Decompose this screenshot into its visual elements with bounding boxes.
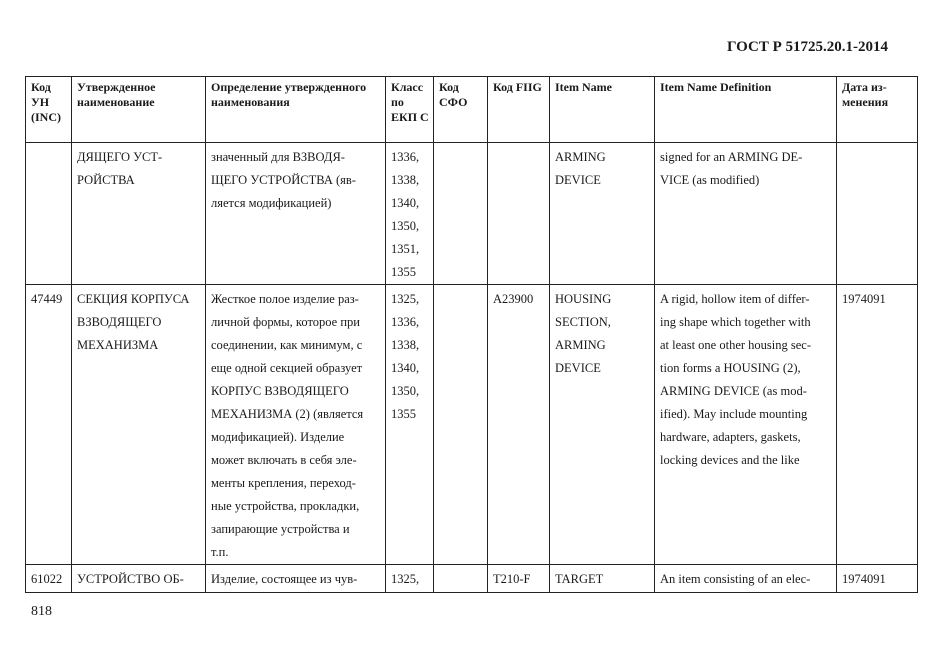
standard-number: ГОСТ Р 51725.20.1-2014 <box>726 39 888 55</box>
cell-item-name: TARGET <box>550 565 655 593</box>
cell-inc: 47449 <box>26 285 72 565</box>
cell-change-date: 1974091 <box>837 565 918 593</box>
cell-fiig: T210-F <box>488 565 550 593</box>
col-header-sfo: Код СФО <box>434 77 488 143</box>
page-number: 818 <box>31 604 52 619</box>
cell-item-name: ARMING DEVICE <box>550 143 655 285</box>
cell-definition: Изделие, состоящее из чув- <box>206 565 386 593</box>
cell-change-date: 1974091 <box>837 285 918 565</box>
cell-item-name-definition: signed for an ARMING DE- VICE (as modified) <box>655 143 837 285</box>
table-row <box>26 285 918 565</box>
cell-sfo <box>434 285 488 565</box>
col-header-inc: Код УН (INC) <box>26 77 72 143</box>
col-header-class: Класс по ЕКП С <box>386 77 434 143</box>
cell-approved-name: ДЯЩЕГО УСТ- РОЙСТВА <box>72 143 206 285</box>
cell-approved-name: УСТРОЙСТВО ОБ- <box>72 565 206 593</box>
col-header-change-date: Дата из- менения <box>837 77 918 143</box>
cell-definition: Жесткое полое изделие раз- личной формы, которое при соединении, как минимум, с еще одной секцией образует КОРПУС ВЗВОДЯЩЕГО МЕХАНИЗМА (2) (является модификацией). Изделие может включать в себя эле- менты крепления, переход- ные устройства, прокладки, запирающие устройства и т.п. <box>206 285 386 565</box>
table-header-row <box>26 77 918 143</box>
cell-sfo <box>434 565 488 593</box>
nomenclature-table <box>25 76 918 593</box>
cell-sfo <box>434 143 488 285</box>
cell-item-name-definition: An item consisting of an elec- <box>655 565 837 593</box>
cell-change-date <box>837 143 918 285</box>
cell-item-name: HOUSING SECTION, ARMING DEVICE <box>550 285 655 565</box>
cell-definition: значенный для ВЗВОДЯ- ЩЕГО УСТРОЙСТВА (яв- ляется модификацией) <box>206 143 386 285</box>
cell-class: 1325, 1336, 1338, 1340, 1350, 1355 <box>386 285 434 565</box>
col-header-definition: Определение утвержденного наименования <box>206 77 386 143</box>
cell-inc <box>26 143 72 285</box>
table-row <box>26 143 918 285</box>
cell-inc: 61022 <box>26 565 72 593</box>
col-header-approved-name: Утвержденное наименование <box>72 77 206 143</box>
cell-class: 1325, <box>386 565 434 593</box>
cell-approved-name: СЕКЦИЯ КОРПУСА ВЗВОДЯЩЕГО МЕХАНИЗМА <box>72 285 206 565</box>
cell-class: 1336, 1338, 1340, 1350, 1351, 1355 <box>386 143 434 285</box>
cell-fiig: A23900 <box>488 285 550 565</box>
table-row <box>26 565 918 593</box>
cell-fiig <box>488 143 550 285</box>
cell-item-name-definition: A rigid, hollow item of differ- ing shape which together with at least one other housing sec- tion forms a HOUSING (2), ARMING DEVICE (as mod- ified). May include mounting hardware, adapters, gaskets, locking devices and the like <box>655 285 837 565</box>
col-header-item-name-definition: Item Name Definition <box>655 77 837 143</box>
col-header-item-name: Item Name <box>550 77 655 143</box>
col-header-fiig: Код FIIG <box>488 77 550 143</box>
